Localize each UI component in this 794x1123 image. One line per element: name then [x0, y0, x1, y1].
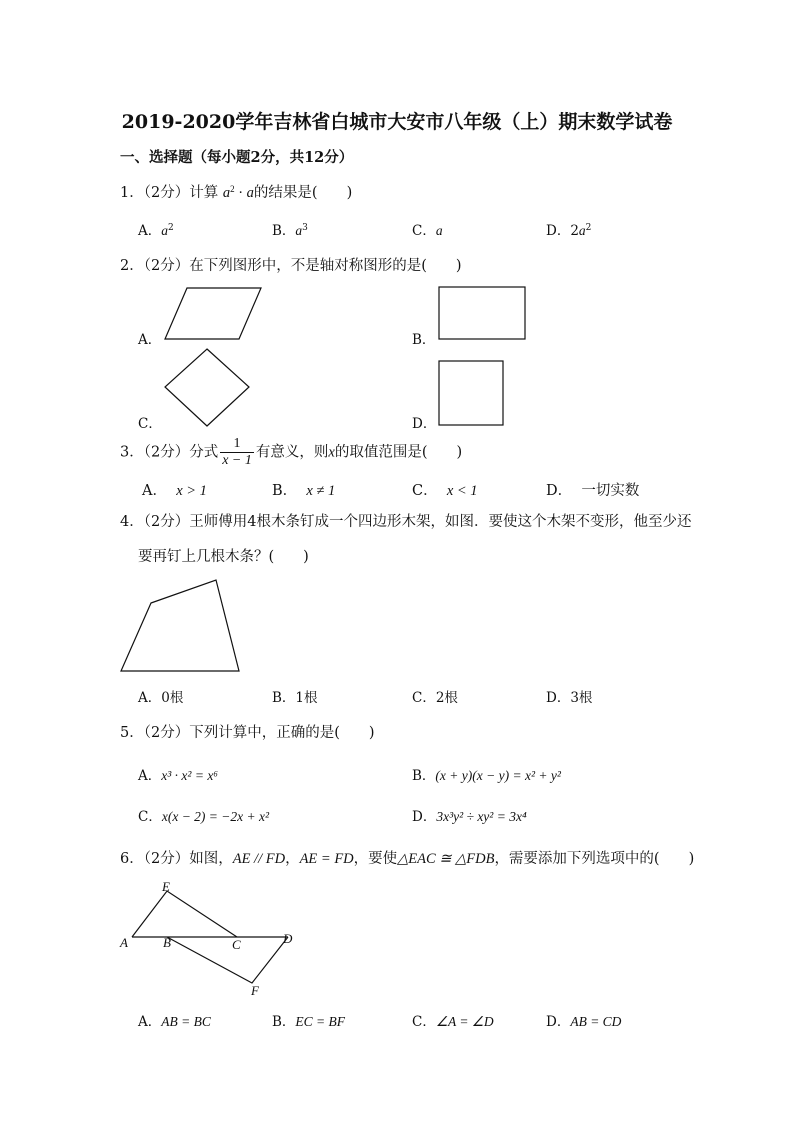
parallelogram-figure [160, 285, 270, 345]
math-expression: $a^2 \cdot a$ [222, 184, 254, 201]
q1-option-b[interactable]: B．$a^3$ [272, 223, 308, 239]
question-1 [120, 181, 352, 202]
q1-option-a[interactable]: A．$a^2$ [138, 223, 174, 239]
question-6: 6．（2分）如图，AE // FD，AE = FD，要使△EAC ≅ △FDB，需要添加下列选项中的( ) [120, 851, 695, 867]
quadrilateral-figure [118, 578, 244, 674]
question-3: 3．（2分）分式 $\frac{1}{x - 1}$ 有意义，则x的取值范围是( ) [120, 436, 463, 468]
q5-option-a[interactable]: A．x³ · x² = x⁶ [138, 768, 218, 784]
q5-option-b[interactable]: B．(x + y)(x − y) = x² + y² [412, 768, 561, 784]
fraction: $\frac{1}{x - 1}$ [222, 436, 252, 468]
square-figure [438, 360, 506, 428]
q3-option-d[interactable]: D． 一切实数 [546, 483, 640, 499]
q5-option-d[interactable]: D．3x³y² ÷ xy² = 3x⁴ [412, 809, 527, 825]
q2-option-d-label[interactable]: D． [412, 416, 437, 432]
question-text: 的结果是( ) [253, 185, 353, 201]
q4-option-d[interactable]: D．3根 [546, 690, 593, 706]
q6-option-b[interactable]: B．EC = BF [272, 1014, 346, 1030]
question-text: 的取值范围是( ) [334, 444, 463, 461]
question-text: 分式 [189, 444, 219, 461]
q5-option-c[interactable]: C．x(x − 2) = −2x + x² [138, 809, 270, 825]
question-2: 2．（2分）在下列图形中，不是轴对称图形的是( ) [120, 258, 462, 274]
point-label-b: B [163, 935, 171, 950]
question-5: 5．（2分）下列计算中，正确的是( ) [120, 725, 375, 741]
question-text: 在下列图形中，不是轴对称图形的是( ) [189, 258, 462, 274]
rectangle-figure [438, 286, 528, 342]
question-4-line2: 要再钉上几根木条？( ) [138, 549, 309, 565]
q3-option-a[interactable]: A． x > 1 [142, 483, 207, 499]
q6-option-d[interactable]: D．AB = CD [546, 1014, 622, 1030]
q4-option-a[interactable]: A．0根 [138, 690, 184, 706]
q4-option-c[interactable]: C．2根 [412, 690, 458, 706]
q6-option-a[interactable]: A．AB = BC [138, 1014, 211, 1030]
question-text: 如图， [189, 851, 233, 867]
q2-option-c-label[interactable]: C． [138, 416, 162, 432]
q4-option-b[interactable]: B．1根 [272, 690, 318, 706]
q1-option-c[interactable]: C．a [412, 223, 443, 239]
point-label-d: D [283, 931, 293, 946]
q1-option-d[interactable]: D．$2a^2$ [546, 223, 592, 239]
point-label-e: E [162, 879, 170, 894]
question-number: 1． [120, 185, 144, 201]
question-text: 有意义，则 [255, 444, 329, 461]
question-4: 4．（2分）王师傅用4根木条钉成一个四边形木架，如图．要使这个木架不变形，他至少还 [120, 514, 692, 530]
question-text: 王师傅用4根木条钉成一个四边形木架，如图．要使这个木架不变形，他至少还 [189, 514, 692, 530]
section-heading: 一、选择题（每小题2分，共12分） [120, 149, 354, 166]
question-score: （2分） [143, 185, 190, 201]
q3-option-c[interactable]: C． x < 1 [412, 483, 478, 499]
q6-option-c[interactable]: C．∠A = ∠D [412, 1014, 494, 1030]
question-text: ，需要添加下列选项中的( ) [494, 851, 695, 867]
question-text: 计算 [189, 185, 219, 201]
point-label-f: F [251, 983, 259, 998]
q3-option-b[interactable]: B． x ≠ 1 [272, 483, 336, 499]
point-label-c: C [232, 937, 241, 952]
page-title: 2019-2020学年吉林省白城市大安市八年级（上）期末数学试卷 [121, 111, 673, 133]
point-label-a: A [120, 935, 128, 950]
triangles-figure [115, 876, 305, 1000]
rhombus-figure [163, 347, 251, 429]
q2-option-a-label[interactable]: A． [138, 332, 162, 348]
question-text: 下列计算中，正确的是( ) [189, 725, 375, 741]
q2-option-b-label[interactable]: B． [412, 332, 436, 348]
